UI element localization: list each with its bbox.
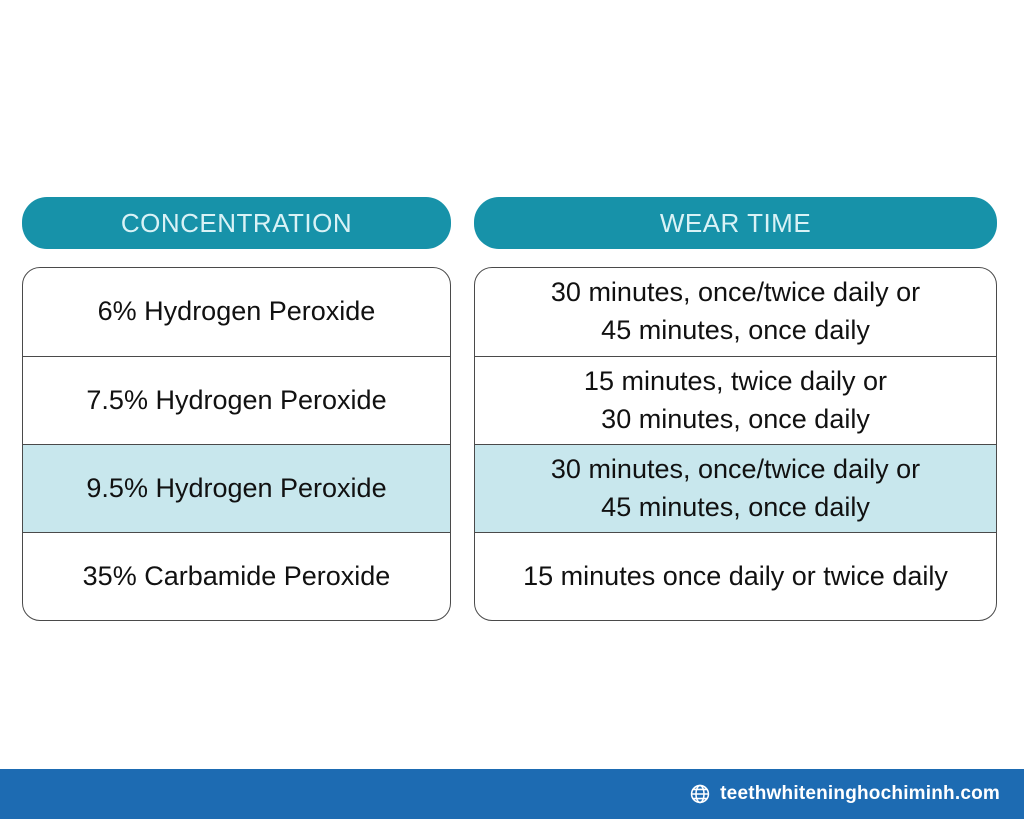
wear-time-header xyxy=(474,197,997,249)
table-row xyxy=(475,532,996,620)
wear-time-line: 30 minutes, once daily xyxy=(601,403,870,434)
wear-time-line: 15 minutes, twice daily or xyxy=(583,365,888,396)
wear-time-table xyxy=(474,267,997,621)
wear-time-line: 30 minutes, once/twice daily or xyxy=(550,277,921,308)
globe-icon xyxy=(689,783,711,805)
concentration-cell: 9.5% Hydrogen Peroxide xyxy=(86,472,387,503)
wear-time-line: 15 minutes once daily or twice daily xyxy=(523,560,948,591)
wear-time-line: 30 minutes, once/twice daily or xyxy=(550,453,921,484)
table-row xyxy=(475,268,996,356)
footer-website: teethwhiteninghochiminh.com xyxy=(720,783,1000,804)
concentration-cell: 6% Hydrogen Peroxide xyxy=(97,296,376,327)
wear-time-column xyxy=(474,197,997,621)
table-row xyxy=(23,532,450,620)
table-row xyxy=(23,268,450,356)
table-row xyxy=(23,356,450,444)
concentration-column xyxy=(22,197,451,621)
concentration-header-label: CONCENTRATION xyxy=(120,207,353,238)
concentration-cell: 7.5% Hydrogen Peroxide xyxy=(86,384,387,415)
table-row xyxy=(475,444,996,532)
wear-time-line: 45 minutes, once daily xyxy=(601,315,870,345)
table-row xyxy=(475,356,996,444)
wear-time-line: 45 minutes, once daily xyxy=(601,491,870,522)
wear-time-header-label: WEAR TIME xyxy=(659,207,812,238)
concentration-table xyxy=(22,267,451,621)
footer-bar xyxy=(0,769,1024,819)
concentration-header xyxy=(22,197,451,249)
concentration-cell: 35% Carbamide Peroxide xyxy=(82,560,391,591)
table-row xyxy=(23,444,450,532)
